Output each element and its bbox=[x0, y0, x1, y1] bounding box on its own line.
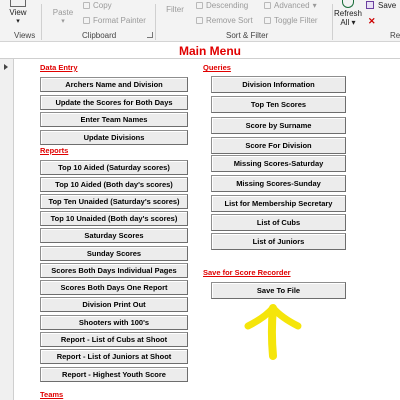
toggle-filter-icon bbox=[264, 17, 271, 24]
separator bbox=[155, 4, 156, 40]
section-teams: Teams bbox=[40, 390, 64, 399]
section-data-entry: Data Entry bbox=[40, 63, 78, 72]
chevron-down-icon: ▾ bbox=[61, 18, 65, 25]
remove-sort-icon bbox=[196, 17, 203, 24]
save-icon bbox=[366, 1, 374, 9]
archers-name-and-division-button[interactable]: Archers Name and Division bbox=[40, 77, 188, 92]
view-icon bbox=[10, 0, 26, 7]
top-10-aided-saturday-button[interactable]: Top 10 Aided (Saturday scores) bbox=[40, 160, 188, 175]
refresh-all-button[interactable] bbox=[333, 9, 363, 27]
filter-button[interactable] bbox=[162, 5, 188, 14]
advanced-filter-icon bbox=[264, 2, 271, 9]
toggle-filter-button[interactable] bbox=[264, 16, 318, 25]
copy-label: Copy bbox=[93, 1, 112, 10]
section-queries: Queries bbox=[203, 63, 231, 72]
enter-team-names-button[interactable]: Enter Team Names bbox=[40, 112, 188, 127]
shooters-with-100s-button[interactable]: Shooters with 100's bbox=[40, 315, 188, 330]
group-label-clipboard: Clipboard bbox=[82, 31, 117, 40]
view-label: View bbox=[9, 8, 27, 17]
refresh-sub-label: All ▾ bbox=[340, 18, 356, 27]
remove-sort-label: Remove Sort bbox=[206, 16, 253, 25]
sort-descending-icon bbox=[196, 2, 203, 9]
scores-both-days-one-report-button[interactable]: Scores Both Days One Report bbox=[40, 280, 188, 295]
division-information-button[interactable]: Division Information bbox=[211, 76, 346, 93]
list-for-membership-secretary-button[interactable]: List for Membership Secretary bbox=[211, 195, 346, 212]
saturday-scores-button[interactable]: Saturday Scores bbox=[40, 228, 188, 243]
update-divisions-button[interactable]: Update Divisions bbox=[40, 130, 188, 145]
toggle-filter-label: Toggle Filter bbox=[274, 16, 318, 25]
copy-icon bbox=[83, 2, 90, 9]
section-reports: Reports bbox=[40, 146, 69, 155]
current-record-icon bbox=[4, 64, 8, 70]
missing-scores-saturday-button[interactable]: Missing Scores-Saturday bbox=[211, 155, 346, 172]
separator bbox=[41, 4, 42, 40]
descending-button[interactable] bbox=[196, 1, 248, 10]
missing-scores-sunday-button[interactable]: Missing Scores-Sunday bbox=[211, 175, 346, 192]
chevron-down-icon: ▾ bbox=[16, 18, 20, 25]
group-label-records: Re bbox=[390, 31, 400, 40]
delete-button[interactable] bbox=[368, 16, 376, 27]
top-ten-scores-button[interactable]: Top Ten Scores bbox=[211, 96, 346, 113]
top-10-aided-both-days-button[interactable]: Top 10 Aided (Both day's scores) bbox=[40, 177, 188, 192]
score-for-division-button[interactable]: Score For Division bbox=[211, 137, 346, 154]
top-10-unaided-both-days-button[interactable]: Top 10 Unaided (Both day's scores) bbox=[40, 211, 188, 226]
refresh-icon bbox=[342, 0, 354, 8]
top-ten-unaided-saturday-button[interactable]: Top Ten Unaided (Saturday's scores) bbox=[40, 194, 188, 209]
refresh-label: Refresh bbox=[333, 9, 362, 18]
record-selector[interactable] bbox=[0, 59, 14, 400]
group-label-views: Views bbox=[14, 31, 36, 40]
section-save-for-score-recorder: Save for Score Recorder bbox=[203, 268, 291, 277]
report-list-of-juniors-button[interactable]: Report - List of Juniors at Shoot bbox=[40, 349, 188, 364]
filter-label: Filter bbox=[166, 5, 184, 14]
advanced-button[interactable] bbox=[264, 1, 317, 10]
advanced-label: Advanced bbox=[274, 1, 310, 10]
dialog-launcher-icon[interactable] bbox=[147, 32, 153, 38]
remove-sort-button[interactable] bbox=[196, 16, 253, 25]
page-title: Main Menu bbox=[179, 44, 241, 58]
view-button[interactable] bbox=[5, 8, 31, 25]
format-painter-button[interactable] bbox=[83, 16, 146, 25]
save-to-file-button[interactable]: Save To File bbox=[211, 282, 346, 299]
sunday-scores-button[interactable]: Sunday Scores bbox=[40, 246, 188, 261]
division-print-out-button[interactable]: Division Print Out bbox=[40, 297, 188, 312]
format-painter-label: Format Painter bbox=[93, 16, 146, 25]
save-label: Save bbox=[378, 1, 397, 10]
copy-button[interactable] bbox=[83, 1, 112, 10]
chevron-down-icon: ▾ bbox=[312, 1, 317, 10]
delete-icon: ✕ bbox=[368, 16, 376, 26]
paste-button[interactable] bbox=[50, 8, 76, 25]
group-label-sort-filter: Sort & Filter bbox=[226, 31, 269, 40]
yellow-arrow-annotation bbox=[238, 300, 308, 360]
descending-label: Descending bbox=[206, 1, 249, 10]
divider bbox=[0, 58, 400, 59]
report-highest-youth-score-button[interactable]: Report - Highest Youth Score bbox=[40, 367, 188, 382]
format-painter-icon bbox=[83, 17, 90, 24]
report-list-of-cubs-button[interactable]: Report - List of Cubs at Shoot bbox=[40, 332, 188, 347]
update-scores-both-days-button[interactable]: Update the Scores for Both Days bbox=[40, 95, 188, 110]
save-button[interactable] bbox=[378, 1, 396, 10]
scores-both-days-individual-pages-button[interactable]: Scores Both Days Individual Pages bbox=[40, 263, 188, 278]
list-of-juniors-button[interactable]: List of Juniors bbox=[211, 233, 346, 250]
paste-label: Paste bbox=[52, 8, 74, 17]
ribbon bbox=[0, 0, 400, 42]
score-by-surname-button[interactable]: Score by Surname bbox=[211, 117, 346, 134]
list-of-cubs-button[interactable]: List of Cubs bbox=[211, 214, 346, 231]
